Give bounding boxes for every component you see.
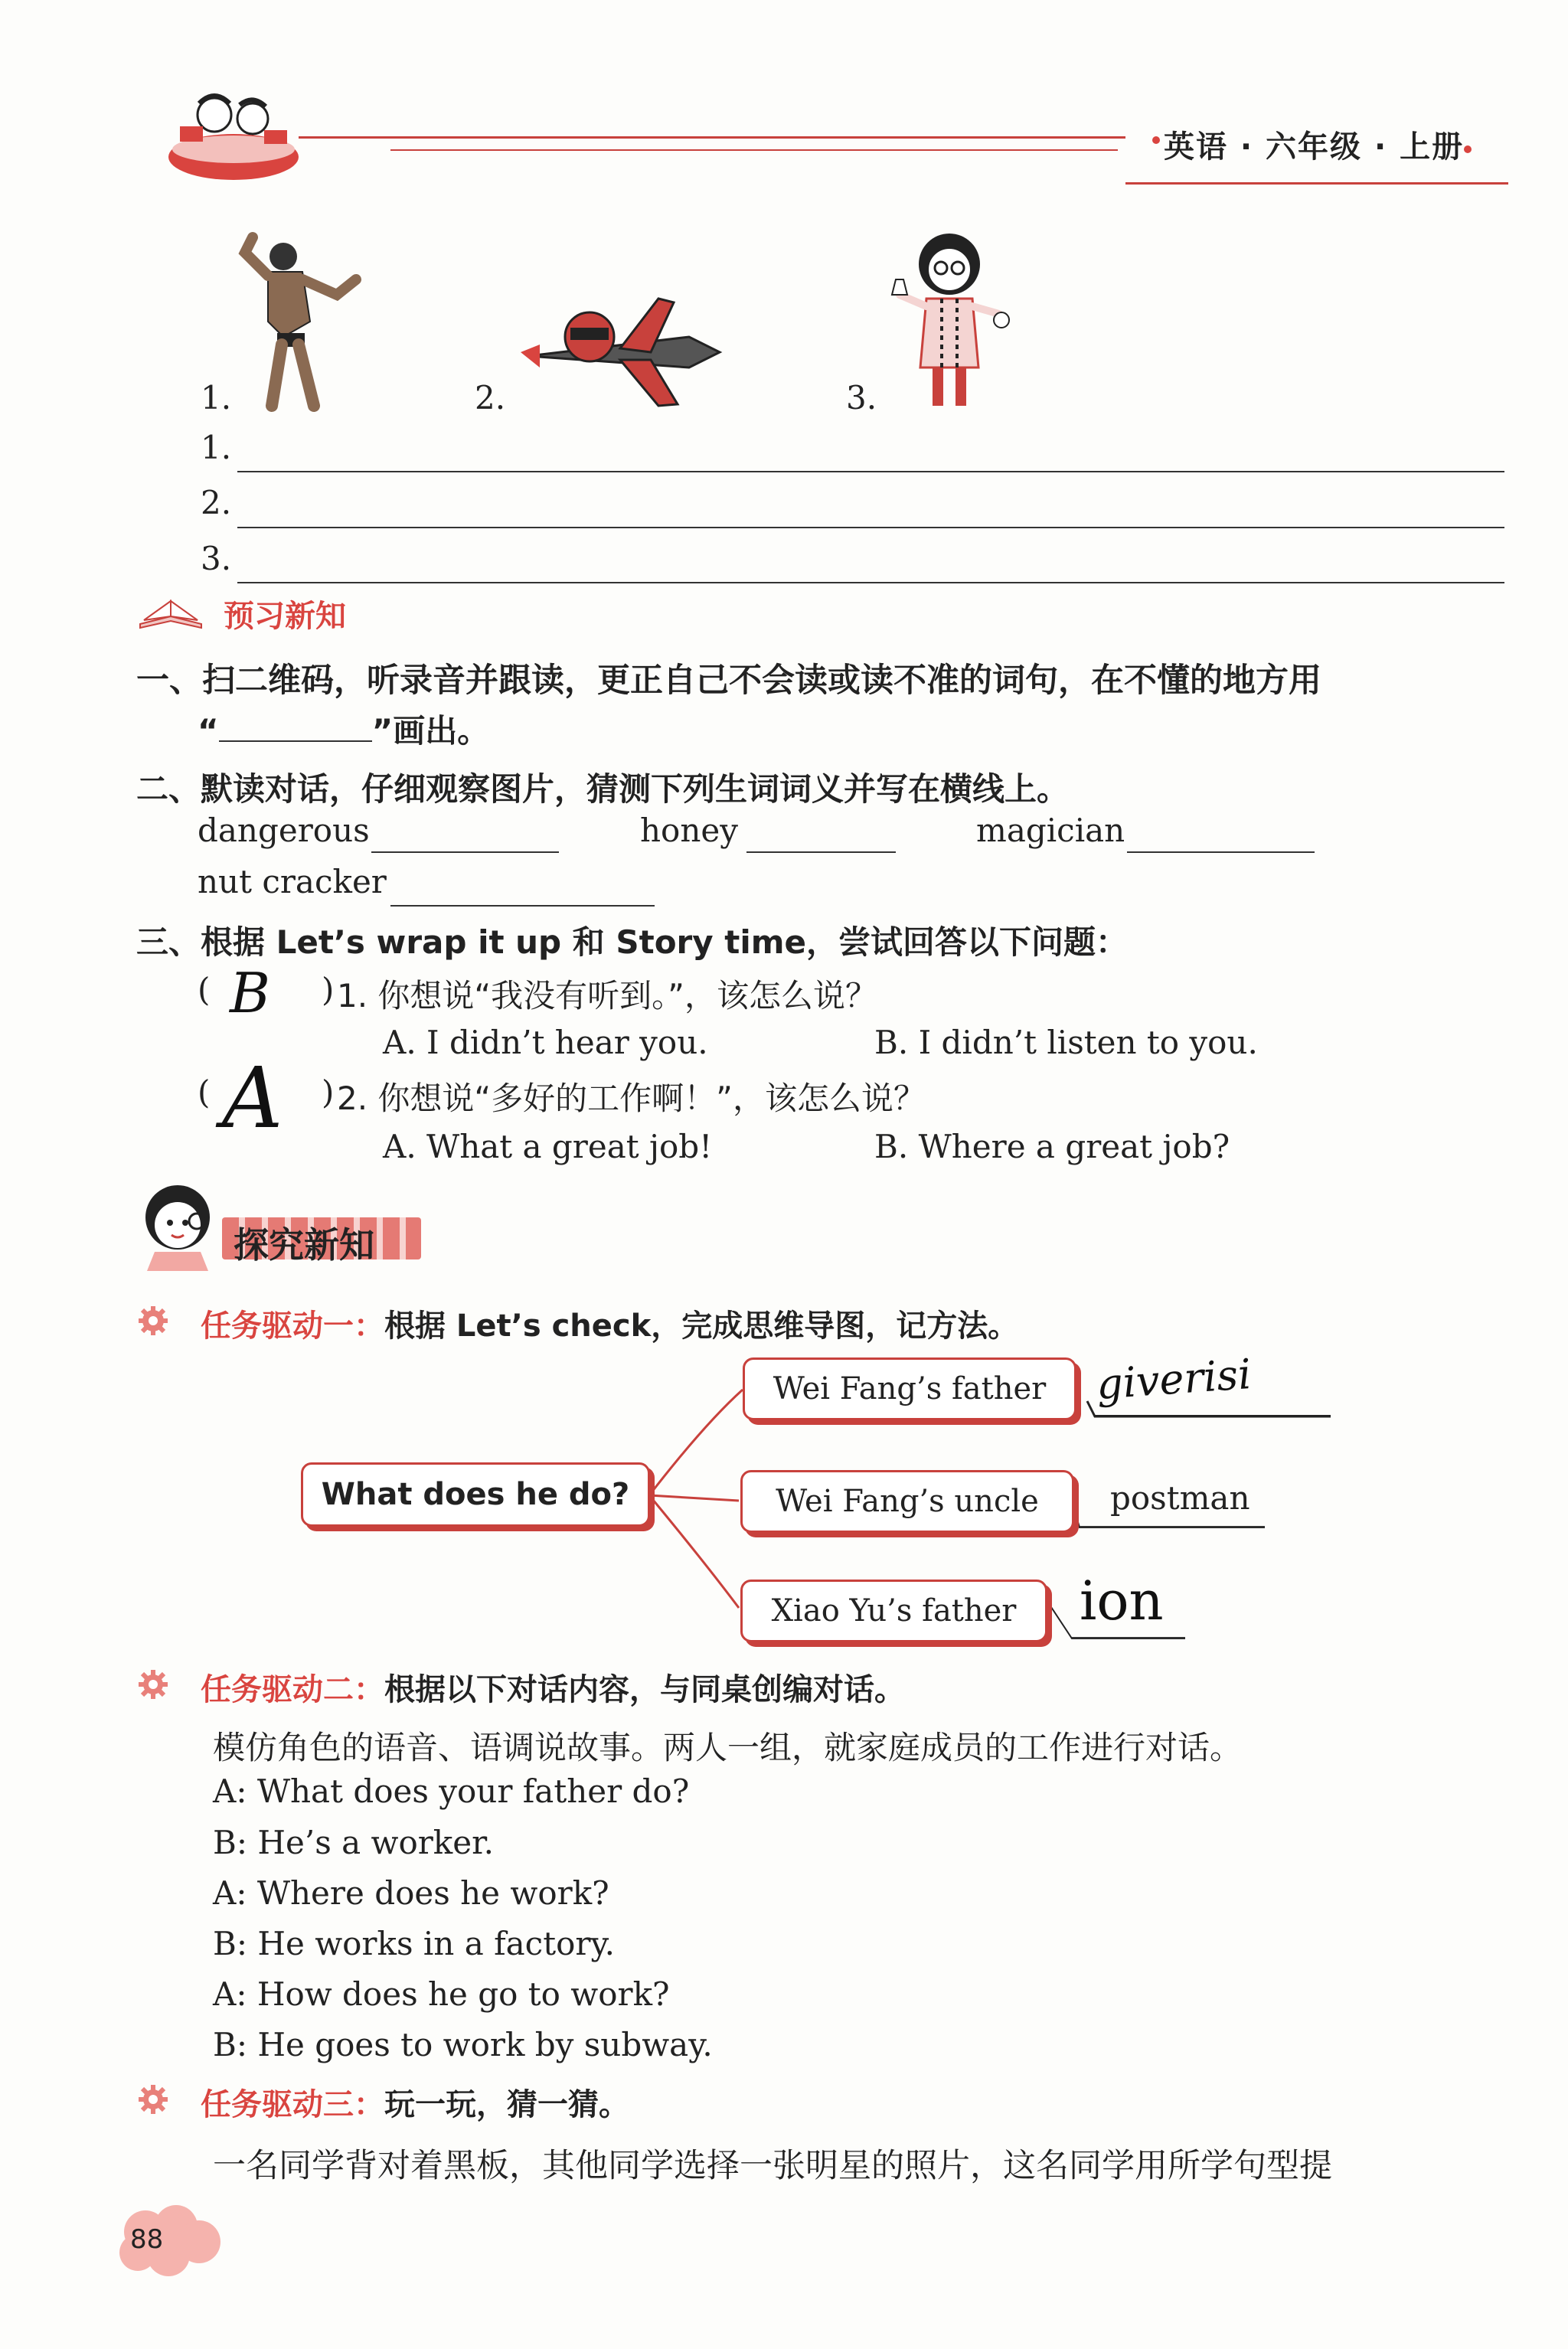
write-line-label-2: 2. bbox=[201, 484, 232, 521]
preview-item3: 三、根据 Let’s wrap it up 和 Story time，尝试回答以下问题： bbox=[136, 923, 1128, 961]
q2-option-b: B. Where a great job? bbox=[874, 1128, 1230, 1165]
header-title: 英语 · 六年级 · 上册 bbox=[1164, 129, 1465, 165]
q1-option-b: B. I didn’t listen to you. bbox=[874, 1024, 1258, 1061]
q1-paren-open: ( bbox=[198, 971, 211, 1008]
task3-description: 一名同学背对着黑板，其他同学选择一张明星的照片，这名同学用所学句型提 bbox=[213, 2147, 1332, 2185]
task2-intro: 模仿角色的语音、语调说故事。两人一组，就家庭成员的工作进行对话。 bbox=[213, 1729, 1243, 1766]
mindmap-branch-1: Wei Fang’s father bbox=[743, 1357, 1076, 1420]
task2-heading bbox=[201, 1665, 905, 1709]
word-dangerous: dangerous bbox=[198, 812, 370, 849]
q2-option-a: A. What a great job! bbox=[383, 1128, 713, 1165]
page-number: 88 bbox=[130, 2224, 164, 2255]
dialogue-line-6: B: He goes to work by subway. bbox=[213, 2026, 713, 2063]
quote-open: “ bbox=[198, 712, 219, 750]
word-nut-cracker: nut cracker bbox=[198, 863, 387, 900]
mindmap-answer-line-2[interactable] bbox=[1080, 1526, 1265, 1527]
task3-label: 任务驱动三： bbox=[201, 2087, 384, 2122]
explore-heading: 探究新知 bbox=[234, 1224, 374, 1266]
dialogue-line-5: A: How does he go to work? bbox=[213, 1975, 670, 2013]
write-line-label-1: 1. bbox=[201, 429, 232, 466]
q1-answer[interactable]: B bbox=[230, 961, 270, 1025]
picture-label-3: 3. bbox=[846, 379, 877, 417]
mindmap-branch-3: Xiao Yu’s father bbox=[740, 1580, 1047, 1642]
dialogue-line-3: A: Where does he work? bbox=[213, 1874, 609, 1912]
q2-paren-open: ( bbox=[198, 1073, 211, 1111]
quote-close: ”画出。 bbox=[371, 712, 490, 750]
preview-heading: 预习新知 bbox=[224, 599, 346, 634]
mindmap-branch-2: Wei Fang’s uncle bbox=[740, 1470, 1074, 1533]
mindmap-answer-1[interactable]: giverisi bbox=[1095, 1350, 1253, 1409]
q1-paren-close: ) bbox=[322, 971, 335, 1008]
q2-answer[interactable]: A bbox=[222, 1049, 283, 1147]
task2-text: 根据以下对话内容，与同桌创编对话。 bbox=[384, 1672, 905, 1707]
mindmap-answer-2[interactable]: postman bbox=[1110, 1479, 1250, 1517]
q1-text: 1. 你想说“我没有听到。”，该怎么说？ bbox=[337, 977, 877, 1014]
task2-label: 任务驱动二： bbox=[201, 1672, 384, 1707]
q2-paren-close: ) bbox=[322, 1073, 335, 1111]
picture-label-1: 1. bbox=[201, 379, 232, 417]
mindmap-answer-line-3[interactable] bbox=[1072, 1637, 1185, 1638]
q2-text: 2. 你想说“多好的工作啊！”，该怎么说？ bbox=[337, 1080, 926, 1117]
preview-item1-line1: 一、扫二维码，听录音并跟读，更正自己不会读或读不准的词句，在不懂的地方用 bbox=[136, 662, 1321, 700]
task3-text: 玩一玩，猜一猜。 bbox=[384, 2087, 629, 2122]
mindmap-answer-line-1[interactable] bbox=[1095, 1415, 1331, 1417]
task1-label: 任务驱动一： bbox=[201, 1308, 384, 1344]
preview-item2: 二、默读对话，仔细观察图片，猜测下列生词词义并写在横线上。 bbox=[136, 770, 1070, 808]
task1-text: 根据 Let’s check，完成思维导图，记方法。 bbox=[384, 1308, 1019, 1344]
gear-icon bbox=[138, 1669, 168, 1700]
mindmap-center: What does he do? bbox=[301, 1462, 650, 1527]
word-magician: magician bbox=[976, 812, 1125, 849]
dialogue-line-1: A: What does your father do? bbox=[213, 1772, 690, 1810]
q1-option-a: A. I didn’t hear you. bbox=[383, 1024, 708, 1061]
dialogue-line-2: B: He’s a worker. bbox=[213, 1824, 494, 1861]
write-line-label-3: 3. bbox=[201, 540, 232, 577]
dialogue-line-4: B: He works in a factory. bbox=[213, 1925, 615, 1962]
gear-icon bbox=[138, 2084, 168, 2115]
task3-heading bbox=[201, 2080, 629, 2124]
picture-label-2: 2. bbox=[475, 379, 506, 417]
mindmap-answer-3[interactable]: ion bbox=[1080, 1570, 1164, 1632]
word-honey: honey bbox=[640, 812, 738, 849]
